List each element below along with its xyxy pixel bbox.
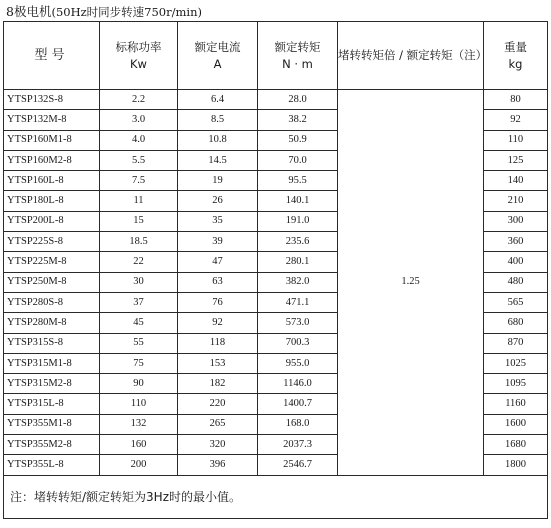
table-row	[4, 232, 548, 252]
table-row	[4, 394, 548, 414]
cell-ratio	[338, 110, 484, 130]
table-row	[4, 374, 548, 394]
cell-torque: 280.1	[258, 252, 338, 272]
cell-current: 265	[178, 414, 258, 434]
cell-weight: 110	[484, 130, 548, 150]
table-row	[4, 313, 548, 333]
header-row	[4, 22, 548, 90]
header-weight-unit: kg	[508, 56, 523, 71]
cell-weight: 1680	[484, 435, 548, 455]
header-power	[100, 22, 178, 90]
cell-current: 153	[178, 353, 258, 373]
cell-torque: 235.6	[258, 232, 338, 252]
cell-weight: 870	[484, 333, 548, 353]
header-power-unit: Kw	[130, 56, 147, 71]
cell-weight: 140	[484, 171, 548, 191]
cell-weight: 80	[484, 90, 548, 110]
cell-ratio	[338, 292, 484, 312]
cell-model: YTSP280S-8	[4, 292, 100, 312]
cell-model: YTSP315M2-8	[4, 374, 100, 394]
table-body	[4, 90, 548, 476]
cell-power: 132	[100, 414, 178, 434]
table-note: 注：堵转转矩/额定转矩为3Hz时的最小值。	[4, 475, 548, 518]
cell-weight: 125	[484, 150, 548, 170]
cell-model: YTSP160L-8	[4, 171, 100, 191]
cell-ratio	[338, 90, 484, 110]
cell-ratio	[338, 211, 484, 231]
cell-current: 19	[178, 171, 258, 191]
cell-current: 396	[178, 455, 258, 475]
cell-power: 2.2	[100, 90, 178, 110]
header-ratio: 堵转转矩倍 / 额定转矩（注）	[338, 22, 484, 90]
cell-current: 35	[178, 211, 258, 231]
cell-ratio	[338, 394, 484, 414]
cell-current: 320	[178, 435, 258, 455]
cell-power: 55	[100, 333, 178, 353]
cell-power: 110	[100, 394, 178, 414]
header-weight-label: 重量	[504, 39, 527, 54]
note-row	[4, 475, 548, 518]
cell-current: 63	[178, 272, 258, 292]
table-row	[4, 272, 548, 292]
motor-spec-table	[3, 21, 548, 519]
cell-torque: 573.0	[258, 313, 338, 333]
cell-weight: 400	[484, 252, 548, 272]
cell-power: 37	[100, 292, 178, 312]
cell-ratio	[338, 313, 484, 333]
cell-weight: 92	[484, 110, 548, 130]
header-current-label: 额定电流	[194, 39, 241, 54]
cell-model: YTSP132S-8	[4, 90, 100, 110]
cell-model: YTSP355M2-8	[4, 435, 100, 455]
cell-current: 10.8	[178, 130, 258, 150]
cell-current: 220	[178, 394, 258, 414]
cell-ratio	[338, 191, 484, 211]
table-row	[4, 455, 548, 475]
table-row	[4, 191, 548, 211]
cell-weight: 360	[484, 232, 548, 252]
table-row	[4, 110, 548, 130]
cell-current: 47	[178, 252, 258, 272]
cell-current: 182	[178, 374, 258, 394]
cell-weight: 1160	[484, 394, 548, 414]
cell-model: YTSP225M-8	[4, 252, 100, 272]
header-current-unit: A	[213, 56, 222, 71]
cell-ratio	[338, 130, 484, 150]
cell-weight: 1600	[484, 414, 548, 434]
cell-weight: 480	[484, 272, 548, 292]
cell-current: 39	[178, 232, 258, 252]
cell-ratio	[338, 171, 484, 191]
cell-weight: 1025	[484, 353, 548, 373]
table-row	[4, 90, 548, 110]
cell-model: YTSP160M1-8	[4, 130, 100, 150]
cell-ratio	[338, 435, 484, 455]
cell-power: 22	[100, 252, 178, 272]
table-row	[4, 353, 548, 373]
cell-power: 160	[100, 435, 178, 455]
cell-torque: 28.0	[258, 90, 338, 110]
cell-current: 14.5	[178, 150, 258, 170]
cell-power: 75	[100, 353, 178, 373]
cell-torque: 382.0	[258, 272, 338, 292]
cell-current: 26	[178, 191, 258, 211]
table-row	[4, 171, 548, 191]
cell-ratio	[338, 252, 484, 272]
cell-ratio	[338, 333, 484, 353]
cell-model: YTSP315L-8	[4, 394, 100, 414]
cell-weight: 300	[484, 211, 548, 231]
cell-torque: 168.0	[258, 414, 338, 434]
cell-ratio: 1.25	[338, 272, 484, 292]
cell-ratio	[338, 150, 484, 170]
cell-weight: 1800	[484, 455, 548, 475]
cell-power: 18.5	[100, 232, 178, 252]
cell-weight: 680	[484, 313, 548, 333]
cell-current: 76	[178, 292, 258, 312]
cell-power: 45	[100, 313, 178, 333]
cell-torque: 95.5	[258, 171, 338, 191]
cell-torque: 2037.3	[258, 435, 338, 455]
cell-model: YTSP132M-8	[4, 110, 100, 130]
cell-torque: 140.1	[258, 191, 338, 211]
cell-model: YTSP225S-8	[4, 232, 100, 252]
cell-torque: 50.9	[258, 130, 338, 150]
cell-model: YTSP250M-8	[4, 272, 100, 292]
cell-ratio	[338, 353, 484, 373]
header-current	[178, 22, 258, 90]
caption-detail: (50Hz时同步转速750r/min)	[51, 5, 202, 19]
table-row	[4, 435, 548, 455]
header-torque-unit: N · m	[282, 56, 313, 71]
cell-weight: 210	[484, 191, 548, 211]
cell-current: 92	[178, 313, 258, 333]
cell-torque: 2546.7	[258, 455, 338, 475]
cell-model: YTSP315M1-8	[4, 353, 100, 373]
cell-ratio	[338, 414, 484, 434]
table-row	[4, 333, 548, 353]
cell-current: 6.4	[178, 90, 258, 110]
cell-model: YTSP355L-8	[4, 455, 100, 475]
header-torque-label: 额定转矩	[274, 39, 321, 54]
table-row	[4, 292, 548, 312]
caption-main: 8极电机	[6, 4, 52, 19]
cell-torque: 1400.7	[258, 394, 338, 414]
cell-model: YTSP280M-8	[4, 313, 100, 333]
cell-torque: 38.2	[258, 110, 338, 130]
header-weight	[484, 22, 548, 90]
cell-power: 5.5	[100, 150, 178, 170]
cell-power: 11	[100, 191, 178, 211]
cell-model: YTSP200L-8	[4, 211, 100, 231]
table-row	[4, 414, 548, 434]
cell-ratio	[338, 374, 484, 394]
cell-current: 118	[178, 333, 258, 353]
header-torque	[258, 22, 338, 90]
cell-ratio	[338, 232, 484, 252]
cell-power: 7.5	[100, 171, 178, 191]
cell-power: 30	[100, 272, 178, 292]
cell-power: 3.0	[100, 110, 178, 130]
cell-torque: 191.0	[258, 211, 338, 231]
cell-weight: 565	[484, 292, 548, 312]
cell-torque: 70.0	[258, 150, 338, 170]
cell-ratio	[338, 455, 484, 475]
cell-torque: 471.1	[258, 292, 338, 312]
header-power-label: 标称功率	[115, 39, 162, 54]
cell-weight: 1095	[484, 374, 548, 394]
cell-torque: 955.0	[258, 353, 338, 373]
cell-power: 4.0	[100, 130, 178, 150]
cell-power: 90	[100, 374, 178, 394]
cell-model: YTSP180L-8	[4, 191, 100, 211]
table-row	[4, 211, 548, 231]
cell-power: 15	[100, 211, 178, 231]
cell-torque: 700.3	[258, 333, 338, 353]
cell-model: YTSP160M2-8	[4, 150, 100, 170]
cell-power: 200	[100, 455, 178, 475]
cell-model: YTSP315S-8	[4, 333, 100, 353]
table-row	[4, 150, 548, 170]
table-row	[4, 252, 548, 272]
cell-torque: 1146.0	[258, 374, 338, 394]
header-model: 型号	[4, 22, 100, 90]
table-row	[4, 130, 548, 150]
cell-model: YTSP355M1-8	[4, 414, 100, 434]
cell-current: 8.5	[178, 110, 258, 130]
table-caption	[6, 4, 202, 20]
